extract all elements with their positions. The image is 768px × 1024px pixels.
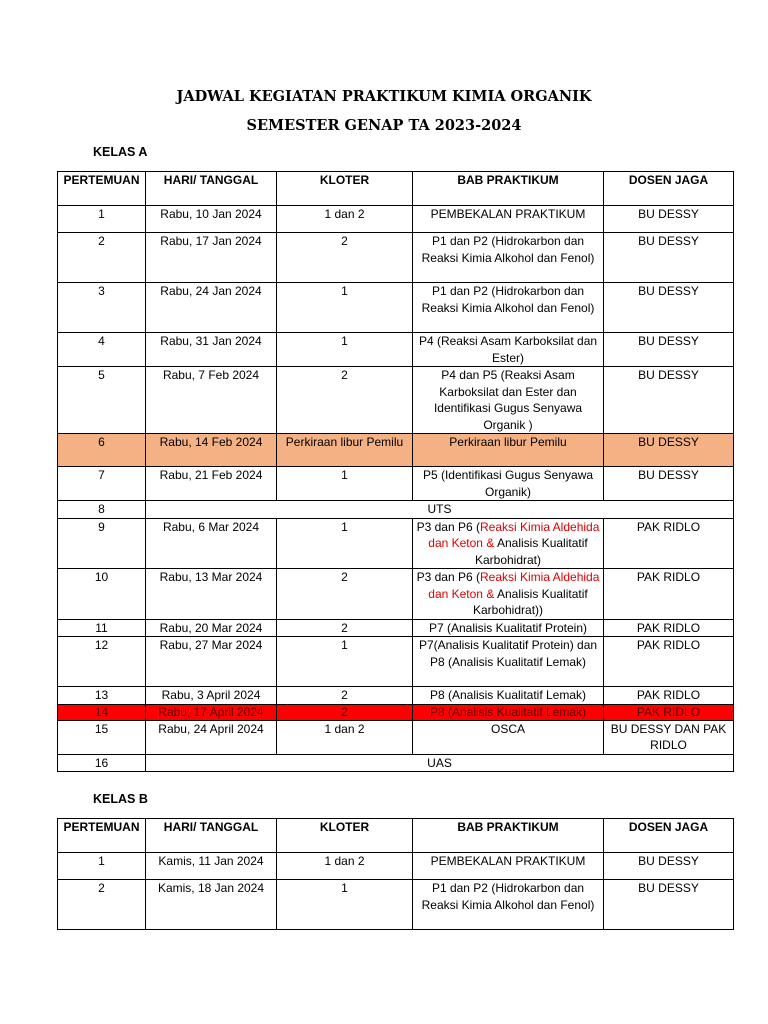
- cell-bab: [413, 569, 604, 620]
- cell-tanggal: Kamis, 11 Jan 2024: [146, 853, 277, 880]
- cell-bab: PEMBEKALAN PRAKTIKUM: [413, 853, 604, 880]
- cell-kloter: 1: [277, 880, 413, 930]
- document-title: JADWAL KEGIATAN PRAKTIKUM KIMIA ORGANIK: [176, 88, 592, 105]
- table-row: [58, 569, 734, 620]
- cell-pertemuan: 13: [58, 687, 146, 705]
- cell-tanggal: Rabu, 24 April 2024: [146, 720, 277, 754]
- cell-bab: PEMBEKALAN PRAKTIKUM: [413, 206, 604, 233]
- table-header-row: [58, 172, 734, 206]
- cell-dosen: PAK RIDLO: [604, 619, 734, 637]
- cell-pertemuan: 9: [58, 518, 146, 569]
- cell-pertemuan: 5: [58, 367, 146, 434]
- cell-tanggal: Rabu, 20 Mar 2024: [146, 619, 277, 637]
- cell-dosen: BU DESSY: [604, 853, 734, 880]
- cell-bab: P4 dan P5 (Reaksi Asam Karboksilat dan Ester dan Identifikasi Gugus Senyawa Organik ): [413, 367, 604, 434]
- cell-kloter: 2: [277, 569, 413, 620]
- cell-kloter: 1: [277, 333, 413, 367]
- cell-dosen: BU DESSY: [604, 333, 734, 367]
- table-row-uas: [58, 754, 734, 772]
- header-kloter: KLOTER: [277, 172, 413, 206]
- table-row: [58, 333, 734, 367]
- cell-dosen: BU DESSY: [604, 233, 734, 283]
- cell-tanggal: Rabu, 17 April 2024: [146, 704, 277, 720]
- cell-tanggal: Rabu, 17 Jan 2024: [146, 233, 277, 283]
- cell-pertemuan: 2: [58, 880, 146, 930]
- bab-text: Analisis Kualitatif Karbohidrat)): [472, 586, 588, 617]
- cell-tanggal: Rabu, 21 Feb 2024: [146, 467, 277, 501]
- cell-dosen: BU DESSY: [604, 367, 734, 434]
- table-row: [58, 880, 734, 930]
- kelas-a-label: KELAS A: [93, 145, 148, 159]
- cell-tanggal: Rabu, 3 April 2024: [146, 687, 277, 705]
- header-bab-praktikum: BAB PRAKTIKUM: [413, 819, 604, 853]
- cell-kloter: 2: [277, 687, 413, 705]
- document-subtitle: SEMESTER GENAP TA 2023-2024: [246, 117, 522, 134]
- table-row: [58, 687, 734, 705]
- bab-highlight-red: Reaksi Kimia Aldehida dan Keton &: [428, 570, 600, 601]
- cell-kloter: 1 dan 2: [277, 206, 413, 233]
- cell-pertemuan: 15: [58, 720, 146, 754]
- cell-tanggal: Kamis, 18 Jan 2024: [146, 880, 277, 930]
- cell-pertemuan: 3: [58, 283, 146, 333]
- cell-kloter: Perkiraan libur Pemilu: [277, 434, 413, 467]
- cell-pertemuan: 7: [58, 467, 146, 501]
- cell-dosen: PAK RIDLO: [604, 518, 734, 569]
- kelas-b-table: [57, 818, 734, 930]
- cell-dosen: PAK RIDLO: [604, 637, 734, 687]
- cell-pertemuan: 16: [58, 754, 146, 772]
- bab-text: Analisis Kualitatif Karbohidrat): [474, 536, 588, 567]
- cell-kloter: 1 dan 2: [277, 720, 413, 754]
- cell-kloter: 2: [277, 233, 413, 283]
- table-row-cancelled: [58, 704, 734, 720]
- cell-dosen: PAK RIDLO: [604, 569, 734, 620]
- kelas-a-table: [57, 171, 734, 772]
- cell-bab: P5 (Identifikasi Gugus Senyawa Organik): [413, 467, 604, 501]
- cell-tanggal: Rabu, 10 Jan 2024: [146, 206, 277, 233]
- cell-bab: P1 dan P2 (Hidrokarbon dan Reaksi Kimia Alkohol dan Fenol): [413, 233, 604, 283]
- cell-pertemuan: 1: [58, 853, 146, 880]
- cell-dosen: BU DESSY DAN PAK RIDLO: [604, 720, 734, 754]
- cell-bab: P7(Analisis Kualitatif Protein) dan P8 (Analisis Kualitatif Lemak): [413, 637, 604, 687]
- table-row: [58, 853, 734, 880]
- cell-tanggal: Rabu, 24 Jan 2024: [146, 283, 277, 333]
- table-row: [58, 518, 734, 569]
- header-pertemuan: PERTEMUAN: [58, 819, 146, 853]
- cell-dosen: BU DESSY: [604, 880, 734, 930]
- bab-text: P3 dan P6 (: [416, 570, 480, 584]
- cell-dosen: BU DESSY: [604, 283, 734, 333]
- cell-kloter: 1 dan 2: [277, 853, 413, 880]
- cell-merged-uts: UTS: [146, 501, 734, 519]
- table-row: [58, 720, 734, 754]
- cell-dosen: PAK RIDLO: [604, 704, 734, 720]
- kelas-b-label: KELAS B: [93, 792, 148, 806]
- cell-bab: P8 (Analisis Kualitatif Lemak): [413, 687, 604, 705]
- cell-tanggal: Rabu, 27 Mar 2024: [146, 637, 277, 687]
- cell-tanggal: Rabu, 13 Mar 2024: [146, 569, 277, 620]
- bab-highlight-red: Reaksi Kimia Aldehida dan Keton &: [428, 519, 600, 550]
- table-row: [58, 619, 734, 637]
- header-kloter: KLOTER: [277, 819, 413, 853]
- cell-pertemuan: 2: [58, 233, 146, 283]
- cell-pertemuan: 14: [58, 704, 146, 720]
- header-dosen-jaga: DOSEN JAGA: [604, 172, 734, 206]
- table-row: [58, 233, 734, 283]
- cell-bab: [413, 518, 604, 569]
- bab-text: P3 dan P6 (: [416, 519, 480, 534]
- cell-pertemuan: 1: [58, 206, 146, 233]
- cell-bab: OSCA: [413, 720, 604, 754]
- table-row: [58, 367, 734, 434]
- cell-tanggal: Rabu, 6 Mar 2024: [146, 518, 277, 569]
- table-row: [58, 467, 734, 501]
- cell-bab: P8 (Analisis Kualitatif Lemak): [413, 704, 604, 720]
- table-row-libur: [58, 434, 734, 467]
- cell-dosen: BU DESSY: [604, 467, 734, 501]
- cell-pertemuan: 4: [58, 333, 146, 367]
- cell-pertemuan: 12: [58, 637, 146, 687]
- cell-kloter: 2: [277, 367, 413, 434]
- cell-pertemuan: 8: [58, 501, 146, 519]
- cell-tanggal: Rabu, 31 Jan 2024: [146, 333, 277, 367]
- cell-kloter: 2: [277, 619, 413, 637]
- header-pertemuan: PERTEMUAN: [58, 172, 146, 206]
- cell-bab: P1 dan P2 (Hidrokarbon dan Reaksi Kimia Alkohol dan Fenol): [413, 283, 604, 333]
- cell-tanggal: Rabu, 14 Feb 2024: [146, 434, 277, 467]
- table-row: [58, 283, 734, 333]
- cell-bab: P1 dan P2 (Hidrokarbon dan Reaksi Kimia Alkohol dan Fenol): [413, 880, 604, 930]
- header-dosen-jaga: DOSEN JAGA: [604, 819, 734, 853]
- cell-pertemuan: 10: [58, 569, 146, 620]
- table-header-row: [58, 819, 734, 853]
- header-bab-praktikum: BAB PRAKTIKUM: [413, 172, 604, 206]
- table-row-uts: [58, 501, 734, 519]
- cell-bab: Perkiraan libur Pemilu: [413, 434, 604, 467]
- cell-bab: P7 (Analisis Kualitatif Protein): [413, 619, 604, 637]
- cell-kloter: 1: [277, 283, 413, 333]
- cell-bab: P4 (Reaksi Asam Karboksilat dan Ester): [413, 333, 604, 367]
- cell-kloter: 1: [277, 467, 413, 501]
- table-row: [58, 637, 734, 687]
- cell-pertemuan: 6: [58, 434, 146, 467]
- header-hari-tanggal: HARI/ TANGGAL: [146, 819, 277, 853]
- table-row: [58, 206, 734, 233]
- cell-dosen: BU DESSY: [604, 434, 734, 467]
- cell-kloter: 1: [277, 637, 413, 687]
- cell-tanggal: Rabu, 7 Feb 2024: [146, 367, 277, 434]
- cell-dosen: BU DESSY: [604, 206, 734, 233]
- cell-kloter: 1: [277, 518, 413, 569]
- header-hari-tanggal: HARI/ TANGGAL: [146, 172, 277, 206]
- cell-merged-uas: UAS: [146, 754, 734, 772]
- cell-dosen: PAK RIDLO: [604, 687, 734, 705]
- cell-kloter: 2: [277, 704, 413, 720]
- cell-pertemuan: 11: [58, 619, 146, 637]
